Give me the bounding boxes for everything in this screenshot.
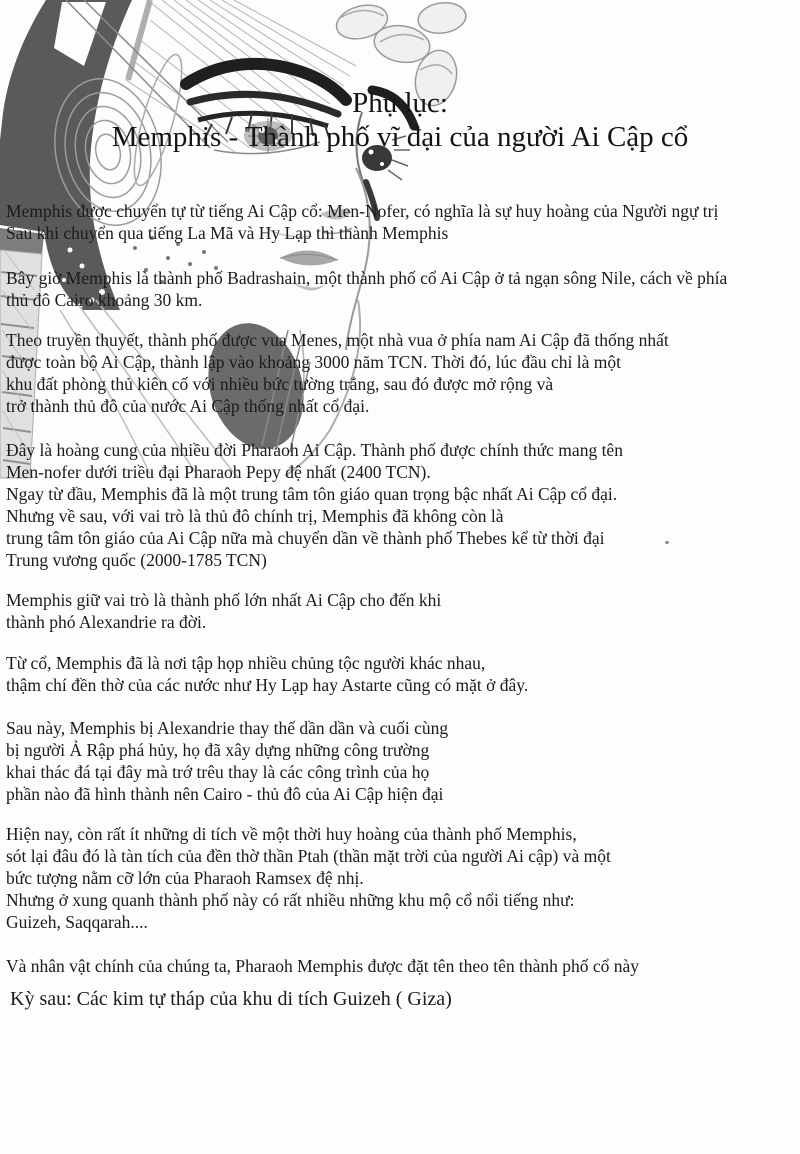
paragraph-ethnic-mix — [6, 652, 528, 696]
scan-speck — [665, 541, 669, 544]
text-line: bức tượng nằm cỡ lớn của Pharaoh Ramsex đệ nhị. — [6, 868, 364, 888]
page-title-line1: Phụ lục: — [352, 87, 448, 119]
text-line: khai thác đá tại đây mà trớ trêu thay là các công trình của họ — [6, 762, 430, 782]
text-line: trung tâm tôn giáo của Ai Cập nữa mà chuyển dần về thành phố Thebes kể từ thời đại — [6, 528, 605, 548]
text-line: thành phó Alexandrie ra đời. — [6, 612, 207, 632]
text-line: Đây là hoàng cung của nhiều đời Pharaoh Ai Cập. Thành phố được chính thức mang tên — [6, 440, 623, 460]
text-line: Hiện nay, còn rất ít những di tích về một thời huy hoàng của thành phố Memphis, — [6, 824, 577, 844]
text-line: thủ đô Cairo khoảng 30 km. — [6, 290, 203, 310]
paragraph-capital — [6, 439, 623, 571]
text-line: Nhưng về sau, với vai trò là thủ đô chính trị, Memphis đã không còn là — [6, 506, 504, 526]
text-line: bị người Ả Rập phá hủy, họ đã xây dựng những công trường — [6, 740, 430, 760]
text-line: Guizeh, Saqqarah.... — [6, 912, 148, 932]
text-line: Sau này, Memphis bị Alexandrie thay thế dần dần và cuối cùng — [6, 718, 449, 738]
paragraph-ruins — [6, 823, 611, 933]
page-title-line2: Memphis - Thành phố vĩ đại của người Ai Cập cổ — [111, 121, 689, 153]
paragraph-character-note — [6, 955, 639, 977]
text-line: Memphis giữ vai trò là thành phố lớn nhất Ai Cập cho đến khi — [6, 590, 442, 610]
paragraph-founding — [6, 329, 669, 417]
paragraph-largest-city — [6, 589, 441, 633]
text-line: khu đất phòng thủ kiên cố với nhiều bức tường trắng, sau đó được mở rộng và — [6, 374, 554, 394]
text-line: Nhưng ở xung quanh thành phố này có rất nhiều những khu mộ cổ nổi tiếng như: — [6, 890, 575, 910]
next-issue-note: Kỳ sau: Các kim tự tháp của khu di tích Guizeh ( Giza) — [10, 988, 452, 1010]
text-line: Memphis được chuyển tự từ tiếng Ai Cập cổ: Men-Nofer, có nghĩa là sự huy hoàng của Người ngự trị — [6, 201, 719, 221]
text-line: Trung vương quốc (2000-1785 TCN) — [6, 550, 267, 570]
text-line: sót lại đâu đó là tàn tích của đền thờ thần Ptah (thần mặt trời của người Ai cập) và một — [6, 846, 611, 866]
text-line: Men-nofer dưới triều đại Pharaoh Pepy đệ nhất (2400 TCN). — [6, 462, 431, 482]
paragraph-location — [6, 267, 727, 311]
text-line: Sau khi chuyển qua tiếng La Mã và Hy Lạp thì thành Memphis — [6, 223, 449, 243]
paragraph-decline — [6, 717, 448, 805]
text-line: Từ cổ, Memphis đã là nơi tập họp nhiều chủng tộc người khác nhau, — [6, 653, 486, 673]
text-line: Bây giờ Memphis là thành phố Badrashain, một thành phố cổ Ai Cập ở tả ngạn sông Nile, cách về phía — [6, 268, 728, 288]
text-line: Và nhân vật chính của chúng ta, Pharaoh Memphis được đặt tên theo tên thành phố cổ này — [6, 956, 640, 976]
text-line: phần nào đã hình thành nên Cairo - thủ đô của Ai Cập hiện đại — [6, 784, 444, 804]
text-line: được toàn bộ Ai Cập, thành lập vào khoảng 3000 năm TCN. Thời đó, lúc đầu chỉ là một — [6, 352, 621, 372]
text-line: trở thành thủ đô của nước Ai Cập thống nhất cổ đại. — [6, 396, 370, 416]
text-line: thậm chí đền thờ của các nước như Hy Lạp hay Astarte cũng có mặt ở đây. — [6, 675, 529, 695]
text-line: Theo truyền thuyết, thành phố được vua Menes, một nhà vua ở phía nam Ai Cập đã thống nhất — [6, 330, 669, 350]
paragraph-etymology — [6, 200, 718, 244]
text-line: Ngay từ đầu, Memphis đã là một trung tâm tôn giáo quan trọng bậc nhất Ai Cập cổ đại. — [6, 484, 618, 504]
